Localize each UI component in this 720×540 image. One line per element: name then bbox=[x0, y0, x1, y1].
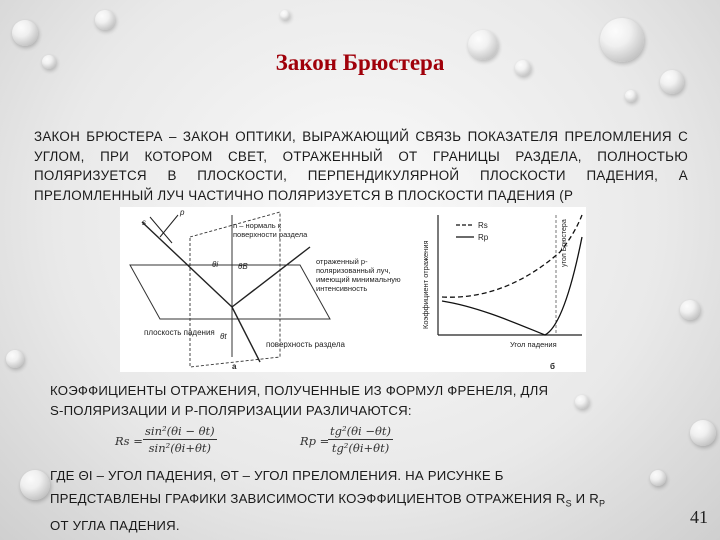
intro-paragraph: ЗАКОН БРЮСТЕРА – ЗАКОН ОПТИКИ, ВЫРАЖАЮЩИЙ СВЯЗЬ ПОКАЗАТЕЛЯ ПРЕЛОМЛЕНИЯ С УГЛОМ, ПРИ КОТОРОМ СВЕТ, ОТРАЖЕННЫЙ ОТ ГРАНИЦЫ РАЗДЕЛА, ПОЛНОСТЬЮ ПОЛЯРИЗУЕТСЯ В ПЛОСКОСТИ, ПЕРПЕНДИКУЛЯРНОЙ ПЛОСКОСТИ ПАДЕНИЯ, А ПРЕЛОМЛЕННЫЙ ЛУЧ ЧАСТИЧНО ПОЛЯРИЗУЕТСЯ В ПЛОСКОСТИ ПАДЕНИЯ (P bbox=[34, 129, 688, 203]
caption-line-1: КОЭФФИЦИЕНТЫ ОТРАЖЕНИЯ, ПОЛУЧЕННЫЕ ИЗ ФОРМУЛ ФРЕНЕЛЯ, ДЛЯ bbox=[50, 383, 549, 398]
brewster-label: угол Брюстера bbox=[561, 219, 568, 267]
bottom-line-2-text: ПРЕДСТАВЛЕНЫ ГРАФИКИ ЗАВИСИМОСТИ КОЭФФИЦИЕНТОВ ОТРАЖЕНИЯ R bbox=[50, 490, 566, 506]
label-theta-b: θB bbox=[238, 262, 248, 271]
bottom-line-2 bbox=[50, 488, 670, 515]
interface-surface bbox=[130, 265, 330, 319]
subscript-p: P bbox=[598, 498, 606, 509]
water-drop bbox=[12, 20, 38, 46]
water-drop bbox=[95, 10, 115, 30]
label-normal: n – нормаль к поверхности раздела bbox=[233, 221, 308, 239]
page-number: 41 bbox=[690, 507, 708, 527]
formula-rs bbox=[115, 424, 245, 464]
water-drop bbox=[680, 300, 700, 320]
x-axis-label: Угол падения bbox=[510, 340, 557, 349]
formula-rp-lhs: Rp = bbox=[300, 434, 330, 448]
formula-rs-lhs: Rs = bbox=[115, 434, 143, 448]
polarization-diagram bbox=[130, 208, 401, 371]
figure-svg bbox=[120, 207, 586, 372]
legend-rp: Rp bbox=[478, 233, 489, 242]
formula-rs-fraction bbox=[143, 424, 217, 455]
formula-rp-numerator: tg²(θi −θt) bbox=[330, 424, 392, 438]
water-drop bbox=[6, 350, 24, 368]
water-drop bbox=[575, 395, 589, 409]
legend-rs: Rs bbox=[478, 221, 488, 230]
p-vector bbox=[160, 215, 178, 237]
label-reflected: отраженный р-поляризованный луч, имеющий минимальную интенсивность bbox=[316, 257, 401, 293]
reflection-chart bbox=[421, 215, 582, 371]
label-p: p bbox=[180, 208, 185, 217]
bottom-and: И R bbox=[571, 490, 599, 506]
water-drop bbox=[20, 470, 50, 500]
label-plane: плоскость падения bbox=[144, 328, 215, 337]
label-surface: поверхность раздела bbox=[266, 340, 345, 349]
caption bbox=[50, 381, 548, 420]
sublabel-a: а bbox=[232, 362, 237, 371]
formula-rs-denominator: sin²(θi+θt) bbox=[148, 441, 212, 455]
formula-rp-fraction bbox=[328, 424, 393, 455]
label-s: s bbox=[142, 218, 146, 227]
water-drop bbox=[280, 10, 290, 20]
formula-rs-numerator: sin²(θi − θt) bbox=[145, 424, 215, 438]
caption-line-2: S-ПОЛЯРИЗАЦИИ И Р-ПОЛЯРИЗАЦИИ РАЗЛИЧАЮТСЯ: bbox=[50, 402, 412, 418]
formula-rp-denominator: tg²(θi+θt) bbox=[331, 441, 390, 455]
brewster-figure bbox=[120, 207, 586, 372]
water-drop bbox=[690, 420, 716, 446]
y-axis-label: Коэффициент отражения bbox=[421, 240, 430, 329]
bottom-text bbox=[50, 465, 670, 537]
refracted-ray bbox=[232, 307, 260, 362]
water-drop bbox=[625, 90, 637, 102]
label-theta-i: θi bbox=[212, 260, 219, 269]
bottom-line-1: ГДЕ ΘI – УГОЛ ПАДЕНИЯ, ΘT – УГОЛ ПРЕЛОМЛЕНИЯ. НА РИСУНКЕ Б bbox=[50, 468, 504, 483]
label-theta-t: θt bbox=[220, 332, 227, 341]
slide-title: Закон Брюстера bbox=[275, 50, 445, 75]
formula-rp bbox=[300, 424, 430, 464]
subscript-s: S bbox=[565, 498, 572, 509]
bottom-line-3: ОТ УГЛА ПАДЕНИЯ. bbox=[50, 517, 180, 533]
sublabel-b: б bbox=[550, 362, 555, 371]
